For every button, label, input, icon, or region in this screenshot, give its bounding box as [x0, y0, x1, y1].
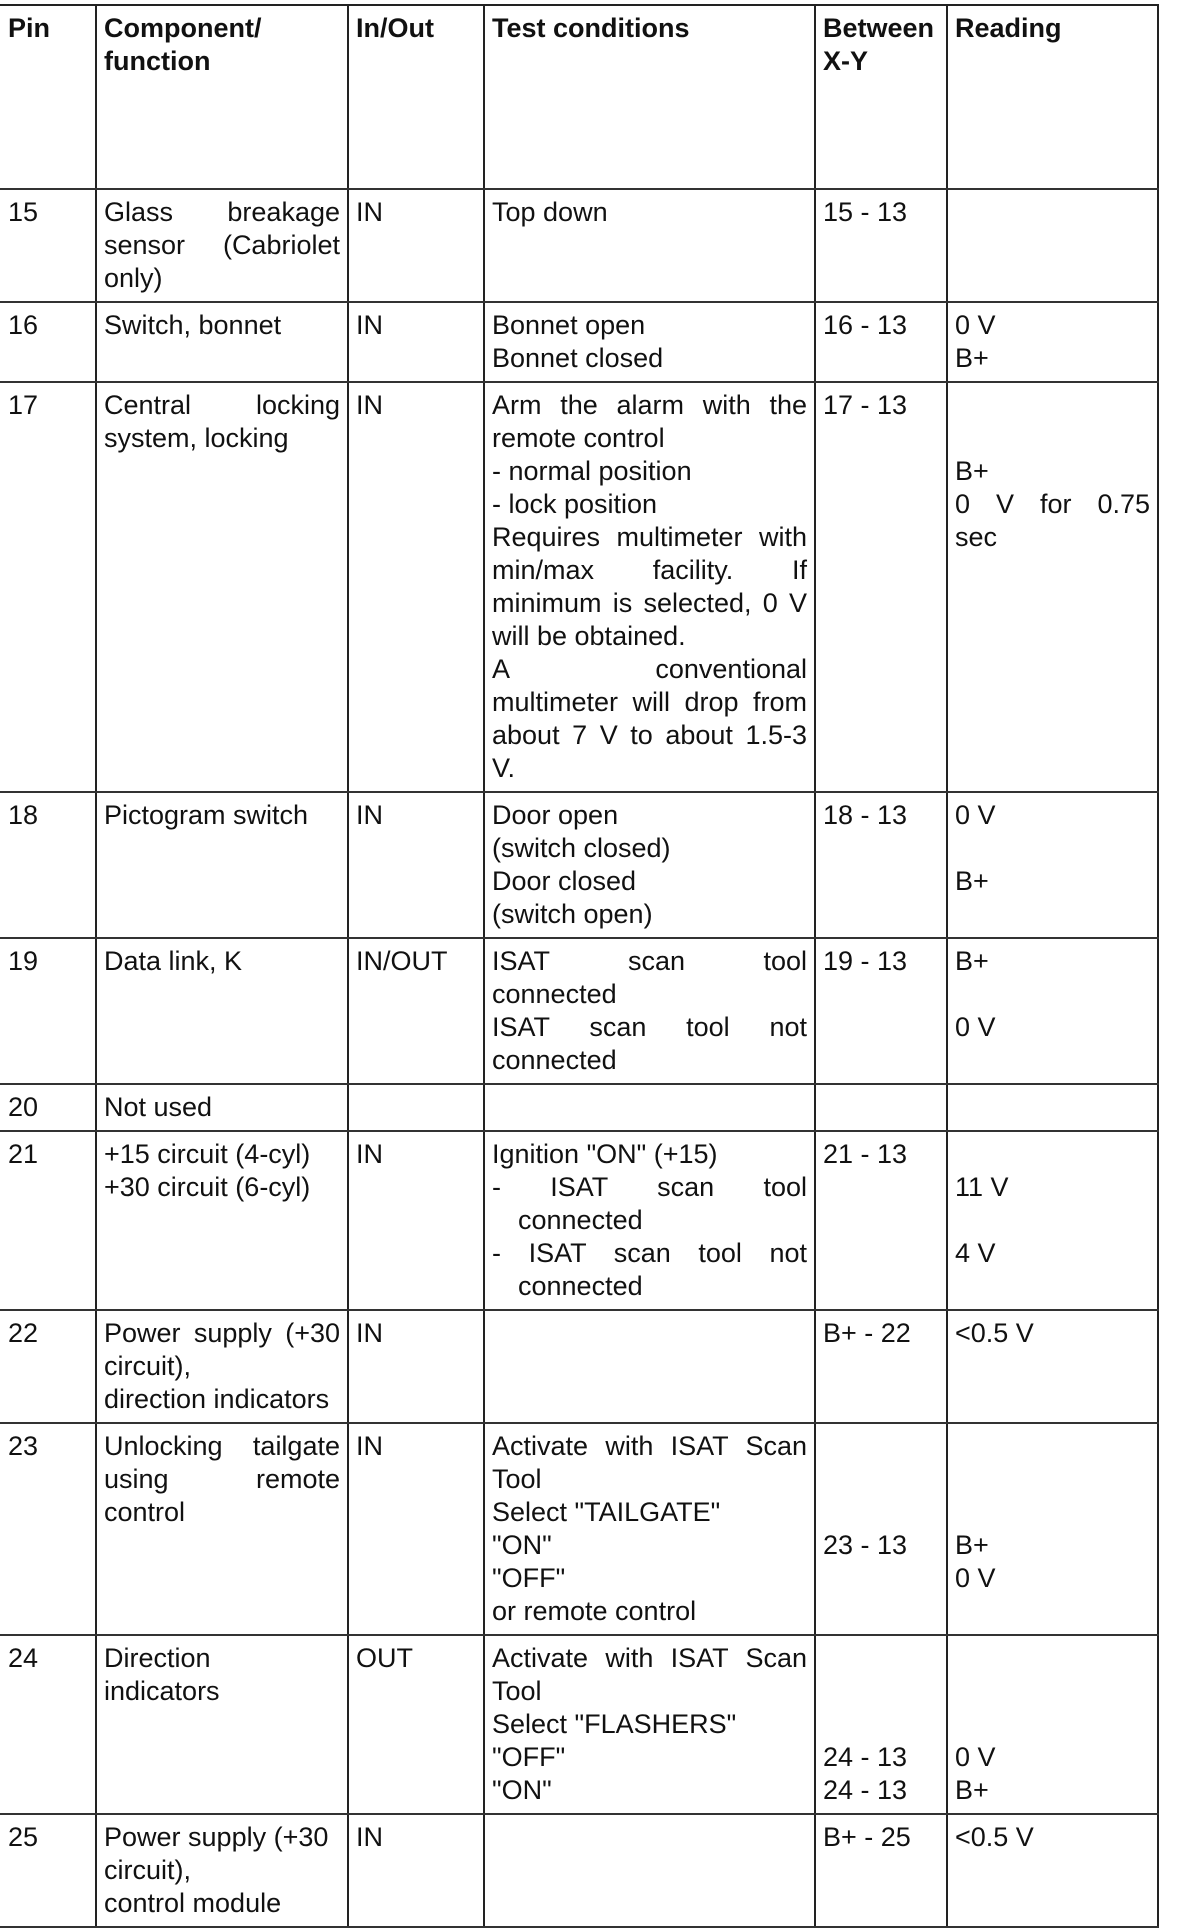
header-test-conditions: Test conditions [484, 5, 815, 189]
test-conditions-cell [484, 938, 815, 1084]
test-conditions-line: multimeter will drop from [492, 687, 807, 717]
component-line: direction indicators [104, 1384, 330, 1414]
header-reading: Reading [947, 5, 1158, 189]
between-cell [815, 1131, 947, 1310]
reading-line [955, 1138, 1150, 1171]
test-conditions-line: Bonnet open [492, 310, 646, 340]
component-line: system, locking [104, 423, 289, 453]
test-conditions-line: Activate with ISAT Scan [492, 1643, 807, 1673]
component-line: using remote [104, 1464, 340, 1494]
test-conditions-line: Bonnet closed [492, 343, 664, 373]
inout-cell: IN/OUT [348, 938, 484, 1084]
between-line: 17 - 13 [823, 390, 908, 420]
test-conditions-line: Tool [492, 1464, 542, 1494]
reading-line: 0 V [955, 800, 996, 830]
reading-cell [947, 382, 1158, 792]
between-line: 23 - 13 [823, 1530, 908, 1560]
header-component [96, 5, 348, 189]
component-line: Direction [104, 1643, 211, 1673]
between-line: 18 - 13 [823, 800, 908, 830]
test-conditions-line: Door open [492, 800, 619, 830]
table-row [0, 938, 1158, 1084]
test-conditions-line: Select "FLASHERS" [492, 1709, 737, 1739]
reading-line: 11 V [955, 1172, 1009, 1202]
test-conditions-line: - lock position [492, 489, 658, 519]
reading-cell [947, 1635, 1158, 1814]
between-line: 19 - 13 [823, 946, 908, 976]
component-line: Data link, K [104, 946, 243, 976]
table-row [0, 1635, 1158, 1814]
inout-cell: IN [348, 1131, 484, 1310]
reading-line [955, 832, 1150, 865]
test-conditions-cell [484, 302, 815, 382]
test-conditions-line: Top down [492, 197, 608, 227]
test-conditions-line: Tool [492, 1676, 542, 1706]
reading-cell [947, 302, 1158, 382]
component-line: +15 circuit (4-cyl) [104, 1139, 311, 1169]
component-cell [96, 1814, 348, 1927]
test-conditions-line: (switch open) [492, 899, 653, 929]
inout-cell [348, 1084, 484, 1131]
between-line [823, 1430, 939, 1463]
table-body [0, 189, 1158, 1927]
test-conditions-line: - ISAT scan tool not [492, 1238, 807, 1268]
table-row [0, 1131, 1158, 1310]
component-cell [96, 302, 348, 382]
test-conditions-line: Requires multimeter with [492, 522, 807, 552]
test-conditions-line: "OFF" [492, 1563, 566, 1593]
component-cell [96, 792, 348, 938]
test-conditions-line: A conventional [492, 654, 807, 684]
component-cell [96, 1635, 348, 1814]
reading-line [955, 1463, 1150, 1496]
test-conditions-line: (switch closed) [492, 833, 671, 863]
reading-line [955, 1642, 1150, 1675]
component-cell [96, 382, 348, 792]
reading-line: B+ [955, 866, 989, 896]
test-conditions-line: min/max facility. If [492, 555, 807, 585]
between-line: 24 - 13 [823, 1775, 908, 1805]
test-conditions-line: "ON" [492, 1530, 552, 1560]
between-cell [815, 1084, 947, 1131]
pin-cell: 16 [0, 302, 96, 382]
test-conditions-line: ISAT scan tool [492, 946, 807, 976]
between-line [823, 1708, 939, 1741]
reading-line [955, 1430, 1150, 1463]
test-conditions-cell [484, 1814, 815, 1927]
between-line: B+ - 25 [823, 1822, 911, 1852]
between-cell [815, 792, 947, 938]
table-row [0, 382, 1158, 792]
component-line: indicators [104, 1676, 220, 1706]
inout-cell: IN [348, 302, 484, 382]
component-line: +30 circuit (6-cyl) [104, 1172, 311, 1202]
reading-cell [947, 1131, 1158, 1310]
component-line: Power supply (+30 [104, 1318, 340, 1348]
table-row [0, 1310, 1158, 1423]
between-line [823, 1496, 939, 1529]
pin-cell: 18 [0, 792, 96, 938]
component-line: control module [104, 1888, 282, 1918]
between-cell [815, 1814, 947, 1927]
component-cell [96, 1131, 348, 1310]
test-conditions-line: or remote control [492, 1596, 697, 1626]
test-conditions-cell [484, 1131, 815, 1310]
pin-cell: 15 [0, 189, 96, 302]
reading-cell [947, 189, 1158, 302]
test-conditions-line: - ISAT scan tool [492, 1172, 807, 1202]
between-cell [815, 1423, 947, 1635]
component-line: only) [104, 263, 163, 293]
component-line: Unlocking tailgate [104, 1431, 340, 1461]
reading-line: 0 V [955, 1012, 996, 1042]
test-conditions-line: remote control [492, 423, 665, 453]
table-row [0, 1814, 1158, 1927]
table-row [0, 1423, 1158, 1635]
inout-cell: IN [348, 189, 484, 302]
reading-line: B+ [955, 456, 989, 486]
header-between [815, 5, 947, 189]
between-cell [815, 1310, 947, 1423]
reading-line [955, 1675, 1150, 1708]
pin-test-table [0, 4, 1159, 1928]
inout-cell: IN [348, 1310, 484, 1423]
test-conditions-cell [484, 1635, 815, 1814]
reading-line: B+ [955, 946, 989, 976]
pin-table-page [0, 4, 1160, 1928]
reading-line: 0 V for 0.75 [955, 489, 1150, 519]
reading-cell [947, 1423, 1158, 1635]
pin-cell: 20 [0, 1084, 96, 1131]
component-line: sensor (Cabriolet [104, 230, 340, 260]
test-conditions-line: "OFF" [492, 1742, 566, 1772]
between-line: 21 - 13 [823, 1139, 908, 1169]
test-conditions-cell [484, 1084, 815, 1131]
test-conditions-line: connected [492, 979, 617, 1009]
component-line: control [104, 1497, 186, 1527]
between-line: 16 - 13 [823, 310, 908, 340]
between-line: 15 - 13 [823, 197, 908, 227]
test-conditions-line: - normal position [492, 456, 692, 486]
component-line: circuit), [104, 1351, 191, 1381]
test-conditions-line: about 7 V to about 1.5-3 [492, 720, 807, 750]
inout-cell: IN [348, 1423, 484, 1635]
test-conditions-line: minimum is selected, 0 V [492, 588, 807, 618]
test-conditions-line: Arm the alarm with the [492, 390, 807, 420]
header-component-label: Component/ function [104, 13, 262, 76]
reading-line [955, 1708, 1150, 1741]
pin-cell: 21 [0, 1131, 96, 1310]
reading-line: <0.5 V [955, 1318, 1034, 1348]
between-line: 24 - 13 [823, 1742, 908, 1772]
component-line: Pictogram switch [104, 800, 309, 830]
reading-line [955, 422, 1150, 455]
test-conditions-cell [484, 1423, 815, 1635]
test-conditions-line: Ignition "ON" (+15) [492, 1139, 718, 1169]
component-cell [96, 1084, 348, 1131]
pin-cell: 24 [0, 1635, 96, 1814]
component-line: Switch, bonnet [104, 310, 282, 340]
component-cell [96, 189, 348, 302]
between-line [823, 1675, 939, 1708]
component-line: Not used [104, 1092, 213, 1122]
pin-cell: 19 [0, 938, 96, 1084]
test-conditions-line: ISAT scan tool not [492, 1012, 807, 1042]
reading-line: 4 V [955, 1238, 996, 1268]
test-conditions-line: Activate with ISAT Scan [492, 1431, 807, 1461]
inout-cell: IN [348, 792, 484, 938]
table-header-row [0, 5, 1158, 189]
test-conditions-cell [484, 1310, 815, 1423]
between-cell [815, 382, 947, 792]
header-between-label: Between X-Y [823, 13, 935, 76]
reading-cell [947, 1084, 1158, 1131]
test-conditions-cell [484, 792, 815, 938]
header-pin: Pin [0, 5, 96, 189]
pin-cell: 17 [0, 382, 96, 792]
table-row [0, 189, 1158, 302]
reading-line: B+ [955, 1530, 989, 1560]
between-cell [815, 189, 947, 302]
inout-cell: IN [348, 1814, 484, 1927]
pin-cell: 23 [0, 1423, 96, 1635]
component-cell [96, 1310, 348, 1423]
between-cell [815, 1635, 947, 1814]
between-cell [815, 938, 947, 1084]
pin-cell: 22 [0, 1310, 96, 1423]
reading-line: 0 V [955, 1742, 996, 1772]
reading-line [955, 1496, 1150, 1529]
reading-line: 0 V [955, 310, 996, 340]
header-inout: In/Out [348, 5, 484, 189]
test-conditions-line: V. [492, 753, 516, 783]
inout-cell: IN [348, 382, 484, 792]
test-conditions-line: Select "TAILGATE" [492, 1497, 721, 1527]
test-conditions-line: connected [492, 1045, 617, 1075]
component-line: Glass breakage [104, 197, 340, 227]
reading-cell [947, 792, 1158, 938]
test-conditions-line: will be obtained. [492, 621, 686, 651]
reading-line: B+ [955, 343, 989, 373]
table-row [0, 1084, 1158, 1131]
between-line [823, 1642, 939, 1675]
test-conditions-cell [484, 382, 815, 792]
reading-line [955, 389, 1150, 422]
reading-line: sec [955, 522, 998, 552]
reading-cell [947, 1310, 1158, 1423]
between-cell [815, 302, 947, 382]
inout-cell: OUT [348, 1635, 484, 1814]
pin-cell: 25 [0, 1814, 96, 1927]
table-row [0, 792, 1158, 938]
component-cell [96, 938, 348, 1084]
between-line [823, 1463, 939, 1496]
test-conditions-line: "ON" [492, 1775, 552, 1805]
test-conditions-line: connected [518, 1271, 643, 1301]
component-line: Central locking [104, 390, 340, 420]
test-conditions-cell [484, 189, 815, 302]
between-line: B+ - 22 [823, 1318, 911, 1348]
reading-line: B+ [955, 1775, 989, 1805]
table-row [0, 302, 1158, 382]
test-conditions-line: Door closed [492, 866, 637, 896]
component-line: Power supply (+30 [104, 1822, 329, 1852]
reading-line: <0.5 V [955, 1822, 1034, 1852]
reading-line [955, 1204, 1150, 1237]
test-conditions-line: connected [518, 1205, 643, 1235]
reading-cell [947, 938, 1158, 1084]
reading-cell [947, 1814, 1158, 1927]
component-line: circuit), [104, 1855, 191, 1885]
component-cell [96, 1423, 348, 1635]
reading-line: 0 V [955, 1563, 996, 1593]
reading-line [955, 978, 1150, 1011]
